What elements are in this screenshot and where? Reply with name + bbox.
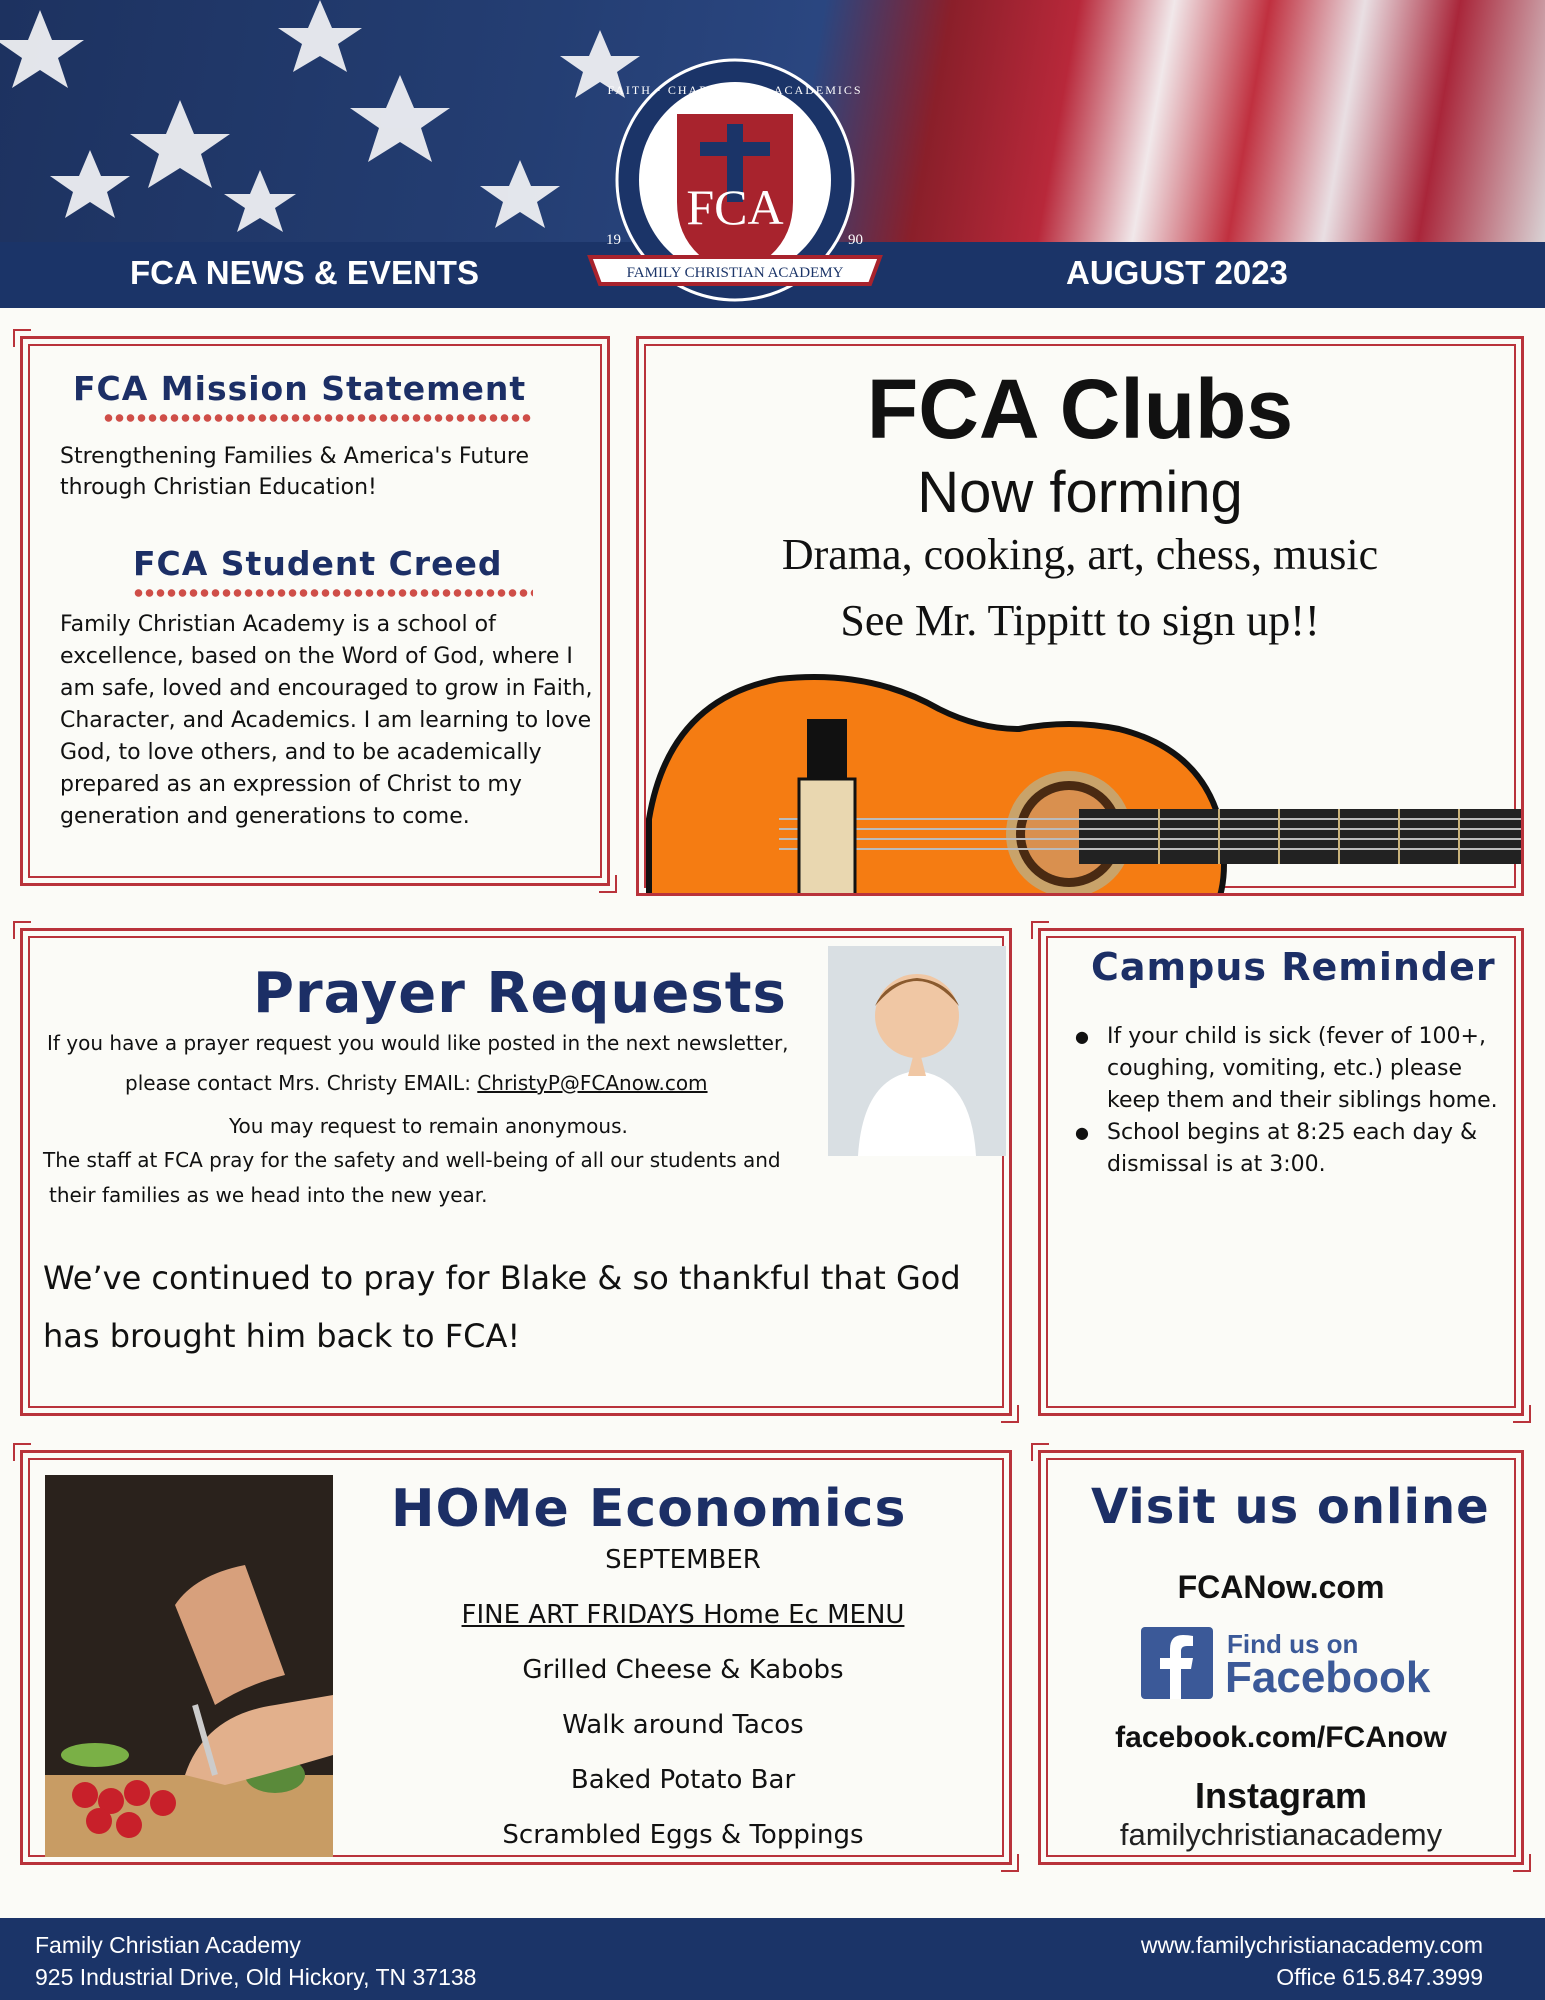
menu-item: Scrambled Eggs & Toppings	[502, 1820, 864, 1850]
newsletter-date: AUGUST 2023	[1066, 254, 1288, 291]
campus-reminder-list	[1071, 1021, 1511, 1181]
clubs-list: Drama, cooking, art, chess, music	[781, 530, 1379, 579]
prayer-line: You may request to remain anonymous.	[229, 1114, 628, 1138]
mission-text: Strengthening Families & America's Future through Christian Education!	[60, 444, 529, 500]
menu-item: Walk around Tacos	[562, 1710, 804, 1740]
svg-text:90: 90	[848, 232, 863, 248]
prayer-contact-line	[125, 1071, 708, 1095]
facebook-icon	[1141, 1627, 1213, 1699]
website-link[interactable]: FCANow.com	[1177, 1569, 1385, 1605]
online-panel	[1038, 1450, 1524, 1865]
footer	[0, 1918, 1545, 2000]
homeec-menu-title: FINE ART FRIDAYS Home Ec MENU	[461, 1600, 905, 1630]
clubs-panel	[636, 336, 1524, 896]
creed-text: Family Christian Academy is a school of excellence, based on the Word of God, where I am safe, loved and encouraged to grow in Faith, Character, and Academics. I am learning to love God, to love others, and to be academically prepared as an expression of Christ to my generation and generations to come.	[60, 612, 593, 829]
prayer-line: their families as we head into the new year.	[49, 1183, 488, 1207]
praying-child-photo	[828, 946, 1006, 1156]
facebook-link[interactable]: facebook.com/FCAnow	[1115, 1721, 1447, 1754]
facebook-find-text: Find us on	[1227, 1629, 1359, 1659]
svg-text:19: 19	[606, 232, 621, 248]
list-item: ● School begins at 8:25 each day & dismissal is at 3:00.	[1071, 1117, 1511, 1181]
newsletter-header	[0, 0, 1545, 308]
prayer-panel	[20, 928, 1012, 1416]
prayer-contact-text: please contact Mrs. Christy EMAIL:	[125, 1071, 478, 1095]
footer-school-name: Family Christian Academy	[35, 1932, 301, 1958]
prayer-line: If you have a prayer request you would like posted in the next newsletter,	[47, 1031, 789, 1055]
instagram-label: Instagram	[1194, 1775, 1368, 1816]
svg-text:FAITH · CHARACTER · ACADEMICS: FAITH · CHARACTER · ACADEMICS	[607, 83, 863, 97]
guitar-image	[639, 619, 1524, 896]
footer-address: 925 Industrial Drive, Old Hickory, TN 37138	[35, 1964, 477, 1990]
newsletter-title: FCA NEWS & EVENTS	[130, 254, 479, 291]
mission-heading: FCA Mission Statement	[73, 369, 527, 408]
svg-text:FAMILY CHRISTIAN ACADEMY: FAMILY CHRISTIAN ACADEMY	[626, 265, 844, 281]
dotted-underline	[103, 414, 533, 422]
facebook-wordmark: Facebook	[1225, 1653, 1431, 1702]
footer-phone: Office 615.847.3999	[1276, 1964, 1483, 1990]
campus-heading: Campus Reminder	[1091, 945, 1496, 989]
prayer-email-link[interactable]: ChristyP@FCAnow.com	[477, 1071, 708, 1095]
clubs-title: FCA Clubs	[866, 362, 1294, 456]
clubs-signup: See Mr. Tippitt to sign up!!	[840, 596, 1320, 645]
menu-item: Grilled Cheese & Kabobs	[522, 1655, 844, 1685]
dotted-underline	[133, 589, 533, 597]
fca-crest-logo	[570, 52, 900, 308]
campus-panel	[1038, 928, 1524, 1416]
instagram-handle[interactable]: familychristianacademy	[1119, 1817, 1443, 1852]
homeec-panel	[20, 1450, 1012, 1865]
prayer-heading: Prayer Requests	[253, 961, 787, 1026]
prayer-highlight: We’ve continued to pray for Blake & so thankful that God has brought him back to FCA!	[43, 1259, 961, 1355]
mission-panel	[20, 336, 610, 886]
homeec-heading: HOMe Economics	[391, 1479, 907, 1539]
clubs-subtitle: Now forming	[917, 460, 1243, 525]
footer-website[interactable]: www.familychristianacademy.com	[1140, 1932, 1483, 1958]
menu-item: Baked Potato Bar	[570, 1765, 796, 1795]
svg-text:FCA: FCA	[686, 179, 784, 235]
homeec-month: SEPTEMBER	[605, 1545, 761, 1575]
prayer-line: The staff at FCA pray for the safety and well-being of all our students and	[43, 1148, 781, 1172]
cooking-photo	[45, 1475, 333, 1857]
creed-heading: FCA Student Creed	[133, 544, 503, 583]
list-item: ● If your child is sick (fever of 100+, coughing, vomiting, etc.) please keep them and their siblings home.	[1071, 1021, 1511, 1117]
online-heading: Visit us online	[1091, 1479, 1490, 1535]
